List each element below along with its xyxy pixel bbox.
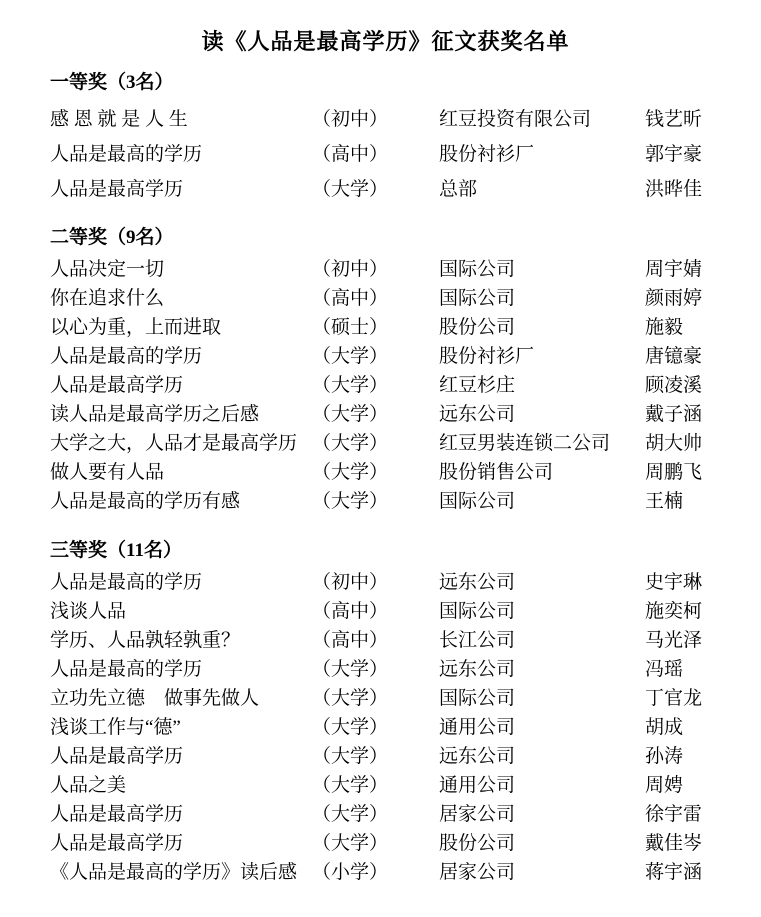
table-row — [50, 170, 721, 205]
table-row — [50, 427, 721, 456]
table-row — [50, 369, 721, 398]
essay-title-cell: 浅谈工作与“德” — [50, 717, 181, 738]
organization-cell: 长江公司 — [439, 630, 516, 651]
organization-cell: 红豆杉庄 — [439, 375, 516, 396]
education-level-cell: （大学） — [312, 491, 389, 512]
education-level-cell: （大学） — [312, 433, 389, 454]
essay-title-cell: 以心为重，上而进取 — [50, 317, 222, 338]
winner-name-cell: 胡大帅 — [645, 433, 703, 454]
winner-name-cell: 孙涛 — [645, 746, 684, 767]
organization-cell: 国际公司 — [439, 601, 516, 622]
organization-cell: 通用公司 — [439, 775, 516, 796]
organization-cell: 通用公司 — [439, 717, 516, 738]
document-title: 读《人品是最高学历》征文获奖名单 — [201, 29, 570, 54]
organization-cell: 股份衬衫厂 — [439, 144, 535, 165]
education-level-cell: （大学） — [312, 833, 389, 854]
winner-name-cell: 戴佳岑 — [645, 833, 703, 854]
section-rows — [50, 100, 721, 205]
table-row — [50, 456, 721, 485]
education-level-cell: （小学） — [312, 862, 389, 883]
organization-cell: 居家公司 — [439, 804, 516, 825]
winner-name-cell: 顾凌溪 — [645, 375, 703, 396]
table-row — [50, 135, 721, 170]
essay-title-cell: 人品是最高的学历 — [50, 659, 203, 680]
essay-title-cell: 学历、人品孰轻孰重？ — [50, 630, 241, 651]
education-level-cell: （高中） — [312, 601, 389, 622]
organization-cell: 总部 — [439, 179, 478, 200]
organization-cell: 国际公司 — [439, 688, 516, 709]
winner-name-cell: 唐镱豪 — [645, 346, 703, 367]
section-header: 二等奖（9名） — [50, 227, 174, 248]
essay-title-cell: 人品是最高学历 — [50, 746, 184, 767]
award-section — [50, 66, 721, 205]
table-row — [50, 769, 721, 798]
winner-name-cell: 洪晔佳 — [645, 179, 703, 200]
education-level-cell: （高中） — [312, 144, 389, 165]
winner-name-cell: 史宇琳 — [645, 572, 703, 593]
education-level-cell: （初中） — [312, 572, 389, 593]
winner-name-cell: 颜雨婷 — [645, 288, 703, 309]
winner-name-cell: 丁官龙 — [645, 688, 703, 709]
winner-name-cell: 胡成 — [645, 717, 684, 738]
organization-cell: 远东公司 — [439, 746, 516, 767]
education-level-cell: （大学） — [312, 346, 389, 367]
organization-cell: 股份公司 — [439, 317, 516, 338]
education-level-cell: （大学） — [312, 804, 389, 825]
winner-name-cell: 钱艺昕 — [645, 109, 703, 130]
award-sections — [50, 66, 721, 885]
essay-title-cell: 人品是最高学历 — [50, 179, 184, 200]
organization-cell: 国际公司 — [439, 491, 516, 512]
education-level-cell: （初中） — [312, 109, 389, 130]
essay-title-cell: 人品决定一切 — [50, 259, 165, 280]
education-level-cell: （大学） — [312, 179, 389, 200]
education-level-cell: （大学） — [312, 717, 389, 738]
education-level-cell: （高中） — [312, 288, 389, 309]
education-level-cell: （高中） — [312, 630, 389, 651]
education-level-cell: （硕士） — [312, 317, 389, 338]
organization-cell: 国际公司 — [439, 259, 516, 280]
table-row — [50, 340, 721, 369]
award-section — [50, 536, 721, 885]
essay-title-cell: 人品是最高的学历 — [50, 572, 203, 593]
education-level-cell: （大学） — [312, 462, 389, 483]
education-level-cell: （大学） — [312, 659, 389, 680]
table-row — [50, 595, 721, 624]
education-level-cell: （大学） — [312, 688, 389, 709]
table-row — [50, 566, 721, 595]
essay-title-cell: 你在追求什么 — [50, 288, 165, 309]
table-row — [50, 653, 721, 682]
table-row — [50, 856, 721, 885]
winner-name-cell: 施奕柯 — [645, 601, 703, 622]
winner-name-cell: 徐宇雷 — [645, 804, 703, 825]
organization-cell: 居家公司 — [439, 862, 516, 883]
essay-title-cell: 《人品是最高的学历》读后感 — [50, 862, 298, 883]
organization-cell: 红豆男装连锁二公司 — [439, 433, 611, 454]
essay-title-cell: 大学之大，人品才是最高学历 — [50, 433, 298, 454]
education-level-cell: （大学） — [312, 775, 389, 796]
essay-title-cell: 读人品是最高学历之后感 — [50, 404, 260, 425]
table-row — [50, 740, 721, 769]
winner-name-cell: 马光泽 — [645, 630, 703, 651]
winner-name-cell: 蒋宇涵 — [645, 862, 703, 883]
table-row — [50, 311, 721, 340]
essay-title-cell: 人品之美 — [50, 775, 127, 796]
organization-cell: 股份销售公司 — [439, 462, 554, 483]
table-row — [50, 282, 721, 311]
essay-title-cell: 立功先立德 做事先做人 — [50, 688, 260, 709]
table-row — [50, 485, 721, 514]
education-level-cell: （初中） — [312, 259, 389, 280]
table-row — [50, 624, 721, 653]
table-row — [50, 253, 721, 282]
essay-title-cell: 人品是最高学历 — [50, 375, 184, 396]
education-level-cell: （大学） — [312, 404, 389, 425]
winner-name-cell: 郭宇豪 — [645, 144, 703, 165]
organization-cell: 远东公司 — [439, 404, 516, 425]
organization-cell: 股份公司 — [439, 833, 516, 854]
education-level-cell: （大学） — [312, 746, 389, 767]
essay-title-cell: 做人要有人品 — [50, 462, 165, 483]
winner-name-cell: 王楠 — [645, 491, 684, 512]
organization-cell: 国际公司 — [439, 288, 516, 309]
award-section — [50, 223, 721, 514]
essay-title-cell: 人品是最高的学历有感 — [50, 491, 241, 512]
winner-name-cell: 周娉 — [645, 775, 684, 796]
essay-title-cell: 感 恩 就 是 人 生 — [50, 109, 188, 130]
essay-title-cell: 浅谈人品 — [50, 601, 127, 622]
winner-name-cell: 冯瑶 — [645, 659, 684, 680]
organization-cell: 远东公司 — [439, 572, 516, 593]
essay-title-cell: 人品是最高学历 — [50, 833, 184, 854]
essay-title-cell: 人品是最高学历 — [50, 804, 184, 825]
table-row — [50, 827, 721, 856]
table-row — [50, 682, 721, 711]
winner-name-cell: 戴子涵 — [645, 404, 703, 425]
winner-name-cell: 施毅 — [645, 317, 684, 338]
table-row — [50, 398, 721, 427]
section-rows — [50, 253, 721, 514]
organization-cell: 红豆投资有限公司 — [439, 109, 592, 130]
section-header: 三等奖（11名） — [50, 540, 182, 561]
organization-cell: 远东公司 — [439, 659, 516, 680]
essay-title-cell: 人品是最高的学历 — [50, 144, 203, 165]
table-row — [50, 711, 721, 740]
table-row — [50, 100, 721, 135]
section-rows — [50, 566, 721, 885]
section-header: 一等奖（3名） — [50, 72, 174, 93]
winner-name-cell: 周宇婧 — [645, 259, 703, 280]
essay-title-cell: 人品是最高的学历 — [50, 346, 203, 367]
winner-name-cell: 周鹏飞 — [645, 462, 703, 483]
education-level-cell: （大学） — [312, 375, 389, 396]
table-row — [50, 798, 721, 827]
organization-cell: 股份衬衫厂 — [439, 346, 535, 367]
